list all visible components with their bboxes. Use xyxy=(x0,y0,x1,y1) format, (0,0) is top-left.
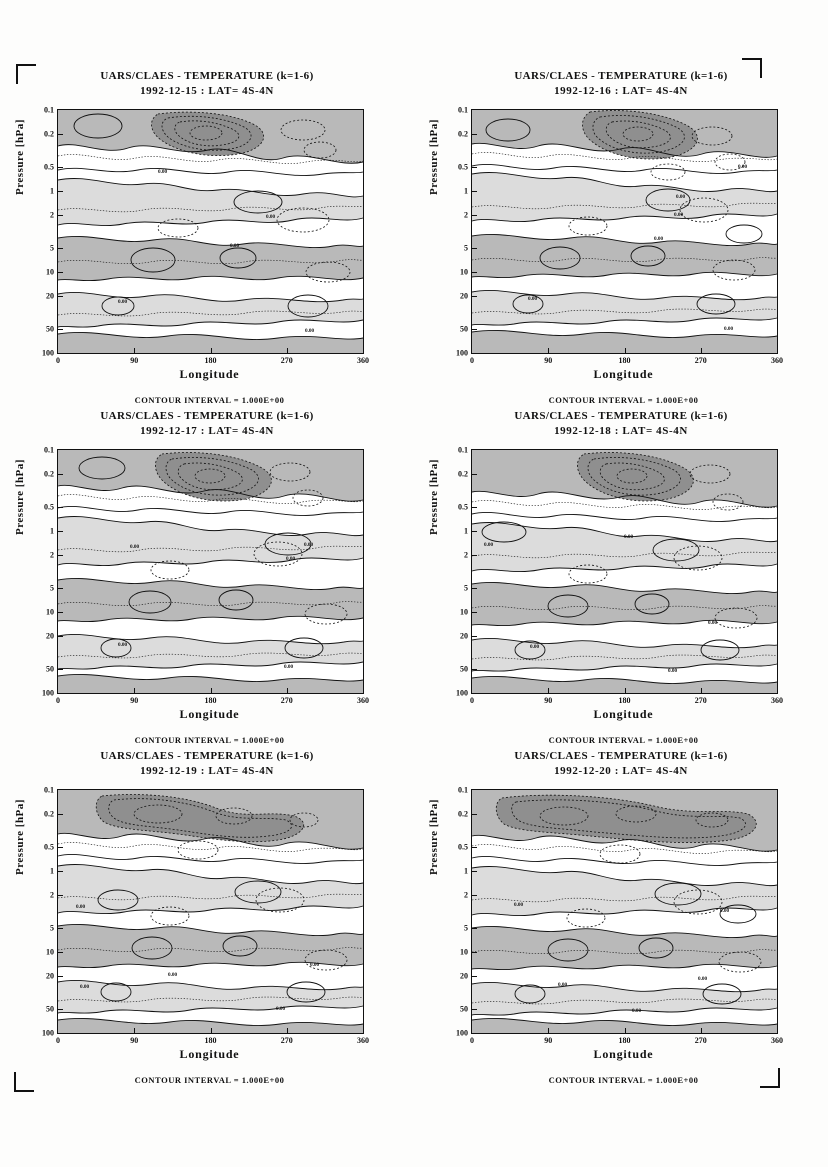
y-tick-label: 10 xyxy=(460,947,468,957)
svg-text:0.00: 0.00 xyxy=(528,296,538,302)
y-tick-label: 50 xyxy=(460,664,468,674)
y-tick-label: 0.2 xyxy=(44,809,54,819)
y-tick-label: 0.2 xyxy=(458,129,468,139)
y-tick-label: 0.5 xyxy=(44,162,54,172)
y-tick-label: 10 xyxy=(46,267,54,277)
x-tick-label: 90 xyxy=(544,356,553,365)
svg-text:0.00: 0.00 xyxy=(80,984,90,990)
svg-text:0.00: 0.00 xyxy=(304,542,314,548)
y-tick-label: 2 xyxy=(50,210,54,220)
x-tick-label: 0 xyxy=(470,696,474,705)
y-tick-label: 0.5 xyxy=(458,162,468,172)
y-tick-label: 0.2 xyxy=(44,129,54,139)
panel-title-line1: UARS/CLAES - TEMPERATURE (k=1-6) xyxy=(514,750,728,762)
y-tick-label: 20 xyxy=(46,291,54,301)
x-tick-label: 90 xyxy=(544,1036,553,1045)
svg-text:0.00: 0.00 xyxy=(266,214,276,220)
y-tick-label: 100 xyxy=(456,688,468,698)
panel-title-line1: UARS/CLAES - TEMPERATURE (k=1-6) xyxy=(100,750,314,762)
panel-title-line1: UARS/CLAES - TEMPERATURE (k=1-6) xyxy=(514,70,728,82)
contour-field xyxy=(472,450,777,693)
y-tick-label: 100 xyxy=(456,1028,468,1038)
x-tick-label: 360 xyxy=(357,1036,369,1045)
panel-title-line2: 1992-12-17 : LAT= 4S-4N xyxy=(140,425,274,437)
svg-text:0.00: 0.00 xyxy=(530,644,540,650)
panel-title-line2: 1992-12-15 : LAT= 4S-4N xyxy=(140,85,274,97)
panel-title-line1: UARS/CLAES - TEMPERATURE (k=1-6) xyxy=(100,410,314,422)
y-tick-label: 20 xyxy=(460,971,468,981)
y-tick-label: 2 xyxy=(464,210,468,220)
y-axis-label: Pressure [hPa] xyxy=(14,119,26,195)
svg-text:0.00: 0.00 xyxy=(720,908,730,914)
x-tick-label: 0 xyxy=(56,696,60,705)
y-tick-label: 50 xyxy=(46,324,54,334)
y-tick-label: 0.1 xyxy=(44,785,54,795)
y-tick-label: 1 xyxy=(464,526,468,536)
svg-text:0.00: 0.00 xyxy=(654,236,664,242)
x-tick-label: 270 xyxy=(280,356,293,365)
svg-text:0.00: 0.00 xyxy=(738,164,748,170)
y-tick-label: 0.1 xyxy=(458,785,468,795)
svg-text:0.00: 0.00 xyxy=(286,556,296,562)
y-tick-label: 50 xyxy=(46,1004,54,1014)
x-tick-label: 90 xyxy=(544,696,553,705)
plot-area-wrapper xyxy=(0,439,414,745)
svg-text:0.00: 0.00 xyxy=(168,972,178,978)
y-axis-label: Pressure [hPa] xyxy=(428,459,440,535)
x-tick-label: 0 xyxy=(470,356,474,365)
y-tick-label: 10 xyxy=(460,607,468,617)
chart-panel xyxy=(414,395,828,745)
y-tick-label: 100 xyxy=(42,688,54,698)
panel-title-line2: 1992-12-18 : LAT= 4S-4N xyxy=(554,425,688,437)
y-tick-label: 0.1 xyxy=(44,105,54,115)
x-tick-label: 180 xyxy=(204,696,217,705)
y-tick-label: 5 xyxy=(464,243,468,253)
x-tick-label: 180 xyxy=(618,356,631,365)
svg-text:0.00: 0.00 xyxy=(624,534,634,540)
y-tick-label: 5 xyxy=(50,583,54,593)
panel-title-line1: UARS/CLAES - TEMPERATURE (k=1-6) xyxy=(514,410,728,422)
y-tick-label: 2 xyxy=(50,890,54,900)
panel-title xyxy=(0,735,414,779)
svg-text:0.00: 0.00 xyxy=(76,904,86,910)
contour-interval-note: CONTOUR INTERVAL = 1.000E+00 xyxy=(548,735,699,745)
x-tick-label: 180 xyxy=(204,356,217,365)
x-tick-label: 180 xyxy=(618,1036,631,1045)
chart-panel xyxy=(0,395,414,745)
y-tick-label: 0.5 xyxy=(44,842,54,852)
svg-text:0.00: 0.00 xyxy=(632,1008,642,1014)
svg-text:0.00: 0.00 xyxy=(674,212,684,218)
x-tick-label: 360 xyxy=(771,1036,783,1045)
y-tick-label: 1 xyxy=(50,866,54,876)
y-tick-label: 5 xyxy=(50,923,54,933)
svg-text:0.00: 0.00 xyxy=(284,664,294,670)
panel-title xyxy=(414,395,828,439)
y-tick-label: 0.2 xyxy=(44,469,54,479)
y-tick-label: 0.2 xyxy=(458,809,468,819)
y-tick-label: 0.5 xyxy=(458,502,468,512)
y-axis-label: Pressure [hPa] xyxy=(14,799,26,875)
y-tick-label: 2 xyxy=(464,890,468,900)
panel-title-line2: 1992-12-20 : LAT= 4S-4N xyxy=(554,765,688,777)
svg-text:0.00: 0.00 xyxy=(668,668,678,674)
svg-text:0.00: 0.00 xyxy=(118,299,128,305)
x-tick-label: 270 xyxy=(280,1036,293,1045)
svg-text:0.00: 0.00 xyxy=(676,194,686,200)
y-tick-label: 0.5 xyxy=(458,842,468,852)
svg-text:0.00: 0.00 xyxy=(558,982,568,988)
x-tick-label: 180 xyxy=(204,1036,217,1045)
x-tick-label: 180 xyxy=(618,696,631,705)
svg-text:0.00: 0.00 xyxy=(724,326,734,332)
plot-area-wrapper xyxy=(0,779,414,1085)
svg-text:0.00: 0.00 xyxy=(708,620,718,626)
panel-title-line2: 1992-12-19 : LAT= 4S-4N xyxy=(140,765,274,777)
x-tick-label: 360 xyxy=(771,696,783,705)
y-tick-label: 2 xyxy=(464,550,468,560)
svg-text:0.00: 0.00 xyxy=(698,976,708,982)
contour-interval-note: CONTOUR INTERVAL = 1.000E+00 xyxy=(134,735,285,745)
y-tick-label: 50 xyxy=(460,1004,468,1014)
contour-field xyxy=(58,110,363,353)
chart-panel xyxy=(414,55,828,405)
x-tick-label: 0 xyxy=(470,1036,474,1045)
y-axis-label: Pressure [hPa] xyxy=(14,459,26,535)
y-tick-label: 100 xyxy=(42,1028,54,1038)
y-tick-label: 1 xyxy=(464,186,468,196)
y-tick-label: 20 xyxy=(46,631,54,641)
y-tick-label: 100 xyxy=(42,348,54,358)
panel-title xyxy=(0,395,414,439)
contour-interval-note: CONTOUR INTERVAL = 1.000E+00 xyxy=(134,395,285,405)
svg-text:0.00: 0.00 xyxy=(118,642,128,648)
x-tick-label: 90 xyxy=(130,1036,139,1045)
y-tick-label: 100 xyxy=(456,348,468,358)
contour-interval-note: CONTOUR INTERVAL = 1.000E+00 xyxy=(548,1075,699,1085)
x-tick-label: 360 xyxy=(771,356,783,365)
x-tick-label: 270 xyxy=(694,356,707,365)
x-tick-label: 90 xyxy=(130,356,139,365)
y-tick-label: 20 xyxy=(460,291,468,301)
plot-area-wrapper xyxy=(414,439,828,745)
y-tick-label: 5 xyxy=(464,923,468,933)
y-tick-label: 10 xyxy=(46,947,54,957)
panel-grid xyxy=(0,55,828,1085)
plot-axes xyxy=(42,105,369,365)
x-axis-label: Longitude xyxy=(179,1047,240,1061)
panel-title xyxy=(414,735,828,779)
svg-text:0.00: 0.00 xyxy=(305,328,315,334)
y-tick-label: 50 xyxy=(46,664,54,674)
plot-axes xyxy=(456,105,783,365)
svg-text:0.00: 0.00 xyxy=(158,169,168,175)
chart-panel xyxy=(0,55,414,405)
y-tick-label: 5 xyxy=(50,243,54,253)
x-axis-label: Longitude xyxy=(593,367,654,381)
x-tick-label: 360 xyxy=(357,356,369,365)
panel-title-line2: 1992-12-16 : LAT= 4S-4N xyxy=(554,85,688,97)
x-tick-label: 270 xyxy=(694,1036,707,1045)
panel-title xyxy=(414,55,828,99)
x-axis-label: Longitude xyxy=(179,707,240,721)
plot-area-wrapper xyxy=(0,99,414,405)
x-tick-label: 0 xyxy=(56,1036,60,1045)
chart-panel xyxy=(0,735,414,1085)
contour-interval-note: CONTOUR INTERVAL = 1.000E+00 xyxy=(134,1075,285,1085)
plot-axes xyxy=(456,785,783,1045)
plot-area-wrapper xyxy=(414,779,828,1085)
plot-axes xyxy=(456,445,783,705)
x-axis-label: Longitude xyxy=(593,1047,654,1061)
y-tick-label: 20 xyxy=(460,631,468,641)
y-tick-label: 1 xyxy=(464,866,468,876)
y-tick-label: 2 xyxy=(50,550,54,560)
svg-text:0.00: 0.00 xyxy=(230,243,240,249)
y-axis-label: Pressure [hPa] xyxy=(428,119,440,195)
y-tick-label: 10 xyxy=(46,607,54,617)
contour-field xyxy=(58,790,363,1033)
contour-field xyxy=(472,110,777,353)
y-tick-label: 0.1 xyxy=(458,445,468,455)
y-tick-label: 50 xyxy=(460,324,468,334)
contour-interval-note: CONTOUR INTERVAL = 1.000E+00 xyxy=(548,395,699,405)
y-tick-label: 5 xyxy=(464,583,468,593)
y-axis-label: Pressure [hPa] xyxy=(428,799,440,875)
plot-area-wrapper xyxy=(414,99,828,405)
crop-mark-bottom-left xyxy=(14,1072,34,1092)
y-tick-label: 0.2 xyxy=(458,469,468,479)
y-tick-label: 1 xyxy=(50,186,54,196)
y-tick-label: 0.1 xyxy=(458,105,468,115)
plot-axes xyxy=(42,445,369,705)
y-tick-label: 10 xyxy=(460,267,468,277)
x-tick-label: 0 xyxy=(56,356,60,365)
x-tick-label: 270 xyxy=(694,696,707,705)
x-tick-label: 270 xyxy=(280,696,293,705)
y-tick-label: 0.1 xyxy=(44,445,54,455)
chart-panel xyxy=(414,735,828,1085)
x-tick-label: 360 xyxy=(357,696,369,705)
panel-title xyxy=(0,55,414,99)
panel-title-line1: UARS/CLAES - TEMPERATURE (k=1-6) xyxy=(100,70,314,82)
svg-text:0.00: 0.00 xyxy=(484,542,494,548)
svg-text:0.00: 0.00 xyxy=(276,1006,286,1012)
y-tick-label: 0.5 xyxy=(44,502,54,512)
contour-field xyxy=(58,450,363,693)
svg-text:0.00: 0.00 xyxy=(310,962,320,968)
x-tick-label: 90 xyxy=(130,696,139,705)
svg-text:0.00: 0.00 xyxy=(130,544,140,550)
plot-axes xyxy=(42,785,369,1045)
x-axis-label: Longitude xyxy=(593,707,654,721)
x-axis-label: Longitude xyxy=(179,367,240,381)
y-tick-label: 1 xyxy=(50,526,54,536)
y-tick-label: 20 xyxy=(46,971,54,981)
contour-field xyxy=(472,790,777,1033)
svg-text:0.00: 0.00 xyxy=(514,902,524,908)
